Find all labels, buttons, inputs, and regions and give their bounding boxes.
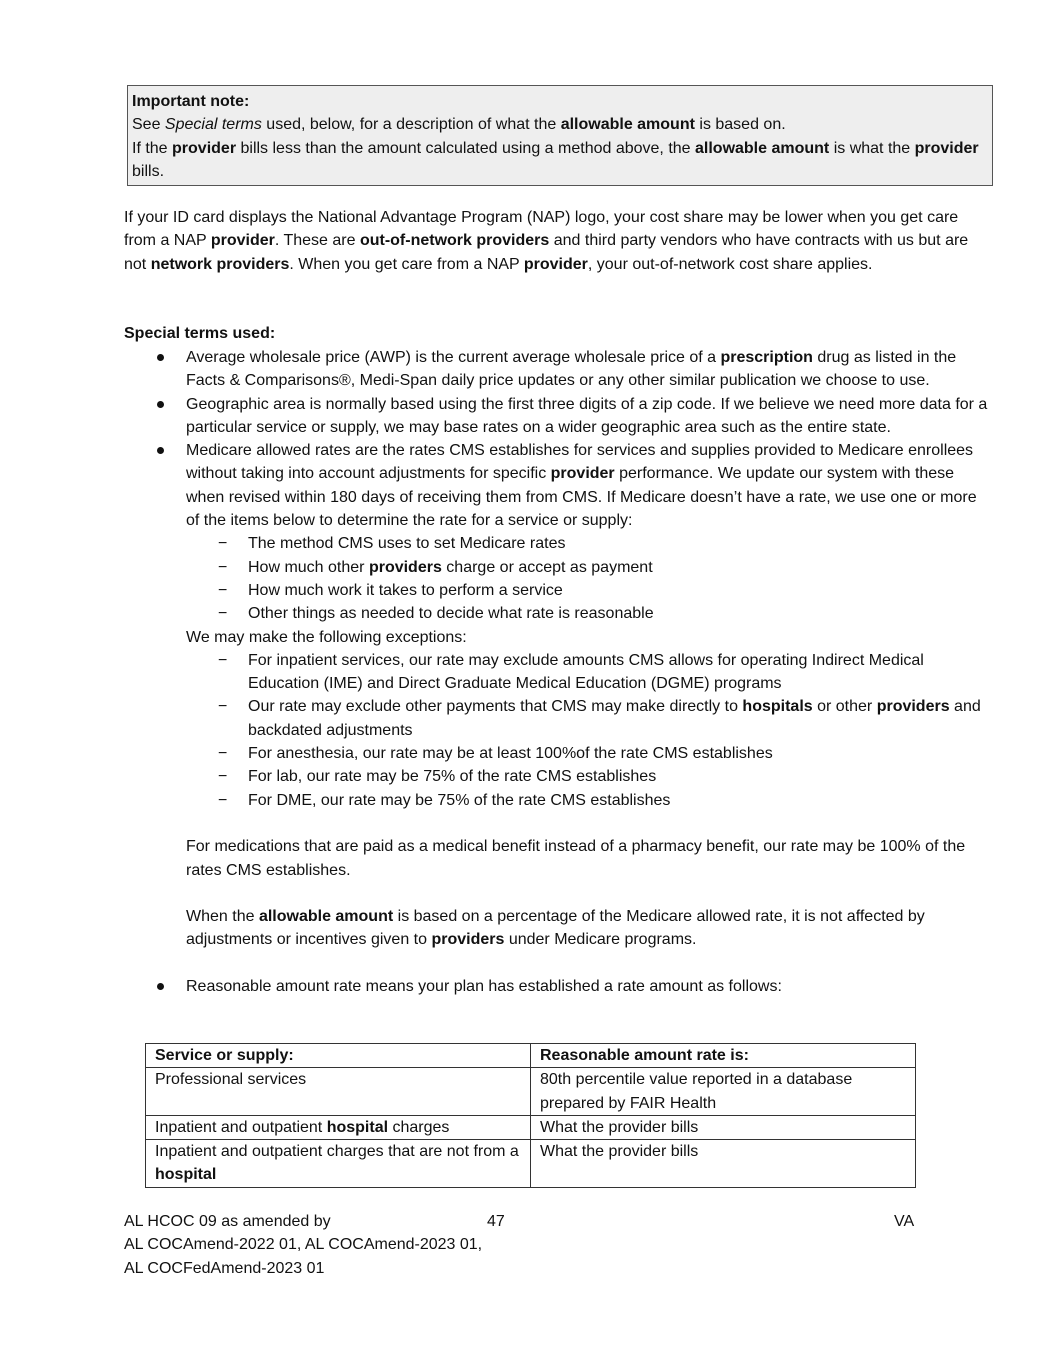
- list-item: − How much work it takes to perform a service: [186, 579, 994, 602]
- list-item: − For lab, our rate may be 75% of the rate CMS establishes: [186, 765, 994, 788]
- term-medicare-allowed-rates: [124, 439, 994, 975]
- allowable-amount-paragraph: When the allowable amount is based on a percentage of the Medicare allowed rate, it is not affected by adjustments or incentives given to providers under Medicare programs.: [186, 908, 925, 949]
- important-note-line1: See Special terms used, below, for a description of what the allowable amount is based on.: [132, 116, 786, 134]
- table-cell: Inpatient and outpatient charges that are not from a hospital: [146, 1140, 531, 1188]
- table-cell: What the provider bills: [531, 1115, 916, 1139]
- nap-paragraph: If your ID card displays the National Advantage Program (NAP) logo, your cost share may be lower when you get care from a NAP provider. These are out-of-network providers and third party vendors who have contracts with us but are not network providers. When you get care from a NAP provider, your out-of-network cost share applies.: [124, 209, 969, 273]
- footer-line: AL COCAmend-2022 01, AL COCAmend-2023 01,: [124, 1236, 483, 1254]
- column-header-rate: Reasonable amount rate is:: [531, 1044, 916, 1068]
- list-item: − For anesthesia, our rate may be at least 100%of the rate CMS establishes: [186, 742, 994, 765]
- list-item: − For DME, our rate may be 75% of the rate CMS establishes: [186, 789, 994, 812]
- important-note-heading: Important note:: [132, 93, 250, 110]
- list-item: − How much other providers charge or accept as payment: [186, 556, 994, 579]
- medicare-description: Medicare allowed rates are the rates CMS establishes for services and supplies provided to Medicare enrollees without taking into account adjustments for specific provider performance. We update our system with these when revised within 180 days of receiving them from CMS. If Medicare doesn’t have a rate, we use one or more of the items below to determine the rate for a service or supply:: [186, 442, 977, 530]
- list-item: − Our rate may exclude other payments that CMS may make directly to hospitals or other providers and backdated adjustments: [186, 695, 994, 742]
- table-header-row: [146, 1044, 916, 1068]
- special-terms-list: [124, 346, 994, 998]
- footer-form-id: [124, 1210, 482, 1280]
- table-row: [146, 1140, 916, 1188]
- column-header-service: Service or supply:: [146, 1044, 531, 1068]
- list-item: − The method CMS uses to set Medicare rates: [186, 532, 994, 555]
- term-geographic-area: Geographic area is normally based using the first three digits of a zip code. If we believe we need more data for a particular service or supply, we may base rates on a wider geographic area such as the entire state.: [124, 393, 994, 440]
- table-cell: Inpatient and outpatient hospital charges: [146, 1115, 531, 1139]
- reasonable-rate-table: [145, 1043, 916, 1188]
- footer-state: VA: [894, 1213, 915, 1230]
- exceptions-intro: We may make the following exceptions:: [186, 628, 467, 646]
- table-cell: Professional services: [146, 1068, 531, 1116]
- medications-paragraph: For medications that are paid as a medical benefit instead of a pharmacy benefit, our rate may be 100% of the rates CMS establishes.: [186, 838, 966, 879]
- important-note-line2: If the provider bills less than the amount calculated using a method above, the allowable amount is what the provider bills.: [132, 139, 979, 180]
- medicare-method-list: [186, 532, 994, 625]
- table-row: [146, 1068, 916, 1116]
- term-awp: Average wholesale price (AWP) is the current average wholesale price of a prescription drug as listed in the Facts & Comparisons®, Medi-Span daily price updates or any other similar publication we choose to use.: [124, 346, 994, 393]
- table-row: [146, 1115, 916, 1139]
- page-number: 47: [487, 1213, 505, 1230]
- table-cell: 80th percentile value reported in a database prepared by FAIR Health: [531, 1068, 916, 1116]
- term-reasonable-amount-rate: Reasonable amount rate means your plan has established a rate amount as follows:: [124, 975, 994, 998]
- table-cell: What the provider bills: [531, 1140, 916, 1188]
- footer-line: AL COCFedAmend-2023 01: [124, 1259, 325, 1277]
- list-item: − For inpatient services, our rate may exclude amounts CMS allows for operating Indirect Medical Education (IME) and Direct Graduate Medical Education (DGME) programs: [186, 649, 994, 696]
- footer-line: AL HCOC 09 as amended by: [124, 1213, 331, 1230]
- exceptions-list: [186, 649, 994, 812]
- important-note-box: [127, 85, 993, 186]
- list-item: − Other things as needed to decide what rate is reasonable: [186, 602, 994, 625]
- special-terms-heading: Special terms used:: [124, 325, 276, 342]
